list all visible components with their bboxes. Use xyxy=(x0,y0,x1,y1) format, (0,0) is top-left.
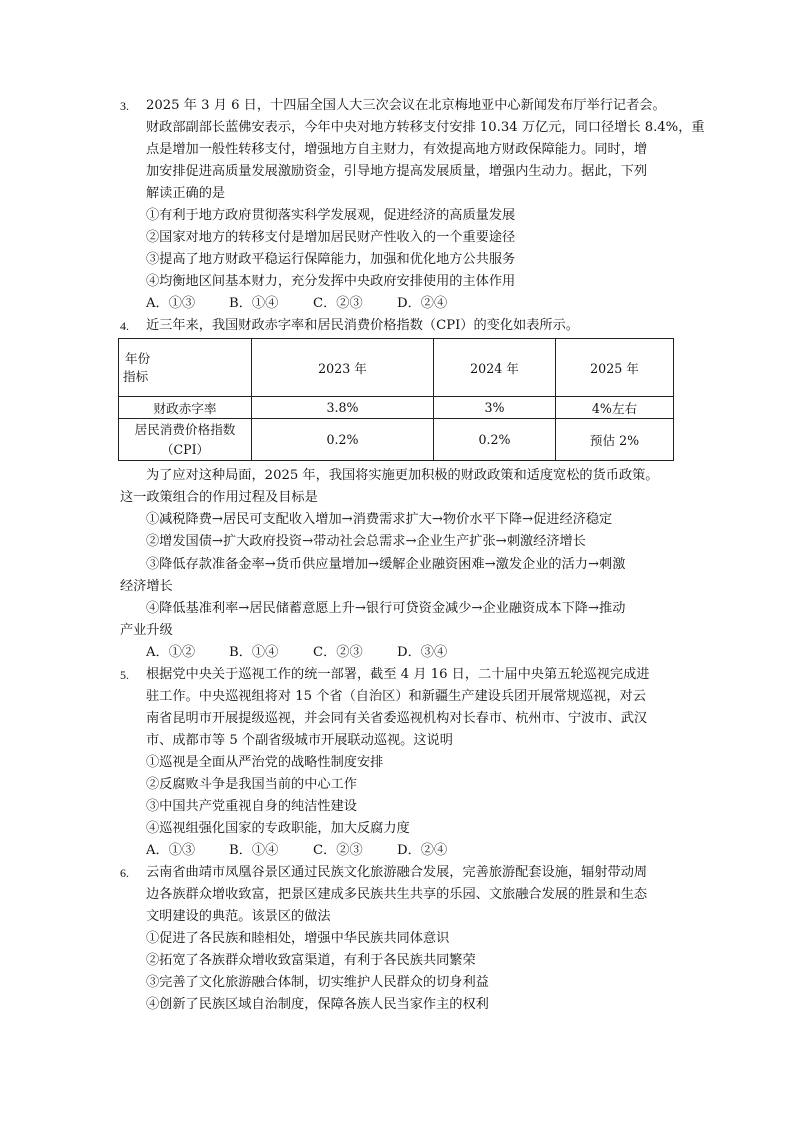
option-c[interactable]: C．②③ xyxy=(313,296,363,311)
statement-item: ①有利于地方政府贯彻落实科学发展观，促进经济的高质量发展 xyxy=(146,208,516,223)
table-header-year: 2024 年 xyxy=(434,339,556,397)
row-label-line: 居民消费价格指数 xyxy=(134,421,236,437)
question-number: 5. xyxy=(120,668,129,682)
data-table xyxy=(118,338,674,461)
statement-item: ①促进了各民族和睦相处，增强中华民族共同体意识 xyxy=(146,931,450,946)
table-cell: 3% xyxy=(434,397,556,419)
statement-item: ④均衡地区间基本财力，充分发挥中央政府安排使用的主体作用 xyxy=(146,274,516,289)
question-number: 4. xyxy=(120,319,129,333)
table-cell: 0.2% xyxy=(434,419,556,461)
table-row-label: 财政赤字率 xyxy=(119,397,252,419)
question-text-line: 2025 年 3 月 6 日，十四届全国人大三次会议在北京梅地亚中心新闻发布厅举行记者会。 xyxy=(146,98,666,113)
question-text-line: 这一政策组合的作用过程及目标是 xyxy=(120,490,318,505)
question-text-line: 驻工作。中央巡视组将对 15 个省（自治区）和新疆生产建设兵团开展常规巡视，对云 xyxy=(146,689,646,704)
option-c[interactable]: C．②③ xyxy=(313,843,363,858)
statement-item: ③完善了文化旅游融合体制，切实维护人民群众的切身利益 xyxy=(146,975,489,990)
statement-item: ②增发国债→扩大政府投资→带动社会总需求→企业生产扩张→刺激经济增长 xyxy=(146,534,586,549)
option-b[interactable]: B．①④ xyxy=(229,645,279,660)
table-cell: 0.2% xyxy=(252,419,434,461)
statement-item: ②反腐败斗争是我国当前的中心工作 xyxy=(146,777,357,792)
question-text-line: 点是增加一般性转移支付，增强地方自主财力，有效提高地方财政保障能力。同时，增 xyxy=(146,142,648,157)
option-c[interactable]: C．②③ xyxy=(313,645,363,660)
answer-options xyxy=(146,643,447,663)
question-text-line: 文明建设的典范。该景区的做法 xyxy=(146,909,331,924)
table-cell: 4%左右 xyxy=(556,397,674,419)
table-header-year: 2023 年 xyxy=(252,339,434,397)
statement-item: ②拓宽了各族群众增收致富渠道，有利于各民族共同繁荣 xyxy=(146,953,476,968)
option-b[interactable]: B．①④ xyxy=(229,296,279,311)
question-text-line: 云南省曲靖市凤凰谷景区通过民族文化旅游融合发展，完善旅游配套设施，辐射带动周 xyxy=(146,865,648,880)
answer-options xyxy=(146,294,447,314)
option-a[interactable]: A．①③ xyxy=(146,843,196,858)
statement-item: ④降低基准利率→居民储蓄意愿上升→银行可贷资金减少→企业融资成本下降→推动 xyxy=(146,601,626,616)
statement-item: ③提高了地方财政平稳运行保障能力，加强和优化地方公共服务 xyxy=(146,252,516,267)
statement-item: ②国家对地方的转移支付是增加居民财产性收入的一个重要途径 xyxy=(146,230,516,245)
header-indicator-label: 指标 xyxy=(123,368,149,384)
statement-item: ④创新了民族区域自治制度，保障各族人民当家作主的权利 xyxy=(146,997,489,1012)
question-text-line: 市、成都市等 5 个副省级城市开展联动巡视。这说明 xyxy=(146,733,453,748)
statement-item: ①巡视是全面从严治党的战略性制度安排 xyxy=(146,755,384,770)
statement-item: ④巡视组强化国家的专政职能，加大反腐力度 xyxy=(146,821,410,836)
question-number: 6. xyxy=(120,866,129,880)
option-b[interactable]: B．①④ xyxy=(229,843,279,858)
question-text-line: 为了应对这种局面，2025 年，我国将实施更加积极的财政政策和适度宽松的货币政策。 xyxy=(146,468,659,483)
question-text-line: 边各族群众增收致富，把景区建成多民族共生共享的乐园、文旅融合发展的胜景和生态 xyxy=(146,887,648,902)
option-a[interactable]: A．①③ xyxy=(146,296,196,311)
option-a[interactable]: A．①② xyxy=(146,645,196,660)
row-label-line: （CPI） xyxy=(160,441,210,457)
question-text-line: 南省昆明市开展提级巡视，并会同有关省委巡视机构对长春市、杭州市、宁波市、武汉 xyxy=(146,711,648,726)
option-d[interactable]: D．③④ xyxy=(397,645,448,660)
option-d[interactable]: D．②④ xyxy=(397,843,448,858)
table-cell: 预估 2% xyxy=(556,419,674,461)
question-text-line: 近三年来，我国财政赤字率和居民消费价格指数（CPI）的变化如表所示。 xyxy=(146,318,579,333)
statement-item: ③中国共产党重视自身的纯洁性建设 xyxy=(146,799,357,814)
statement-item: ③降低存款准备金率→货币供应量增加→缓解企业融资困难→激发企业的活力→刺激 xyxy=(146,557,626,572)
table-header-year: 2025 年 xyxy=(556,339,674,397)
table-cell: 3.8% xyxy=(252,397,434,419)
question-number: 3. xyxy=(120,99,129,113)
statement-item-continued: 经济增长 xyxy=(120,579,173,594)
question-text-line: 加安排促进高质量发展激励资金，引导地方提高发展质量，增强内生动力。据此，下列 xyxy=(146,164,648,179)
option-d[interactable]: D．②④ xyxy=(397,296,448,311)
question-text-line: 解读正确的是 xyxy=(146,186,226,201)
statement-item-continued: 产业升级 xyxy=(120,623,173,638)
question-text-line: 根据党中央关于巡视工作的统一部署，截至 4 月 16 日，二十届中央第五轮巡视完成进 xyxy=(146,667,650,682)
table-row-label xyxy=(119,419,252,461)
header-year-label: 年份 xyxy=(125,350,151,366)
statement-item: ①减税降费→居民可支配收入增加→消费需求扩大→物价水平下降→促进经济稳定 xyxy=(146,512,613,527)
question-text-line: 财政部副部长蓝佛安表示，今年中央对地方转移支付安排 10.34 万亿元，同口径增长 8.4%，重 xyxy=(146,120,705,135)
answer-options xyxy=(146,841,447,861)
table-header-diagonal-cell xyxy=(119,339,252,397)
